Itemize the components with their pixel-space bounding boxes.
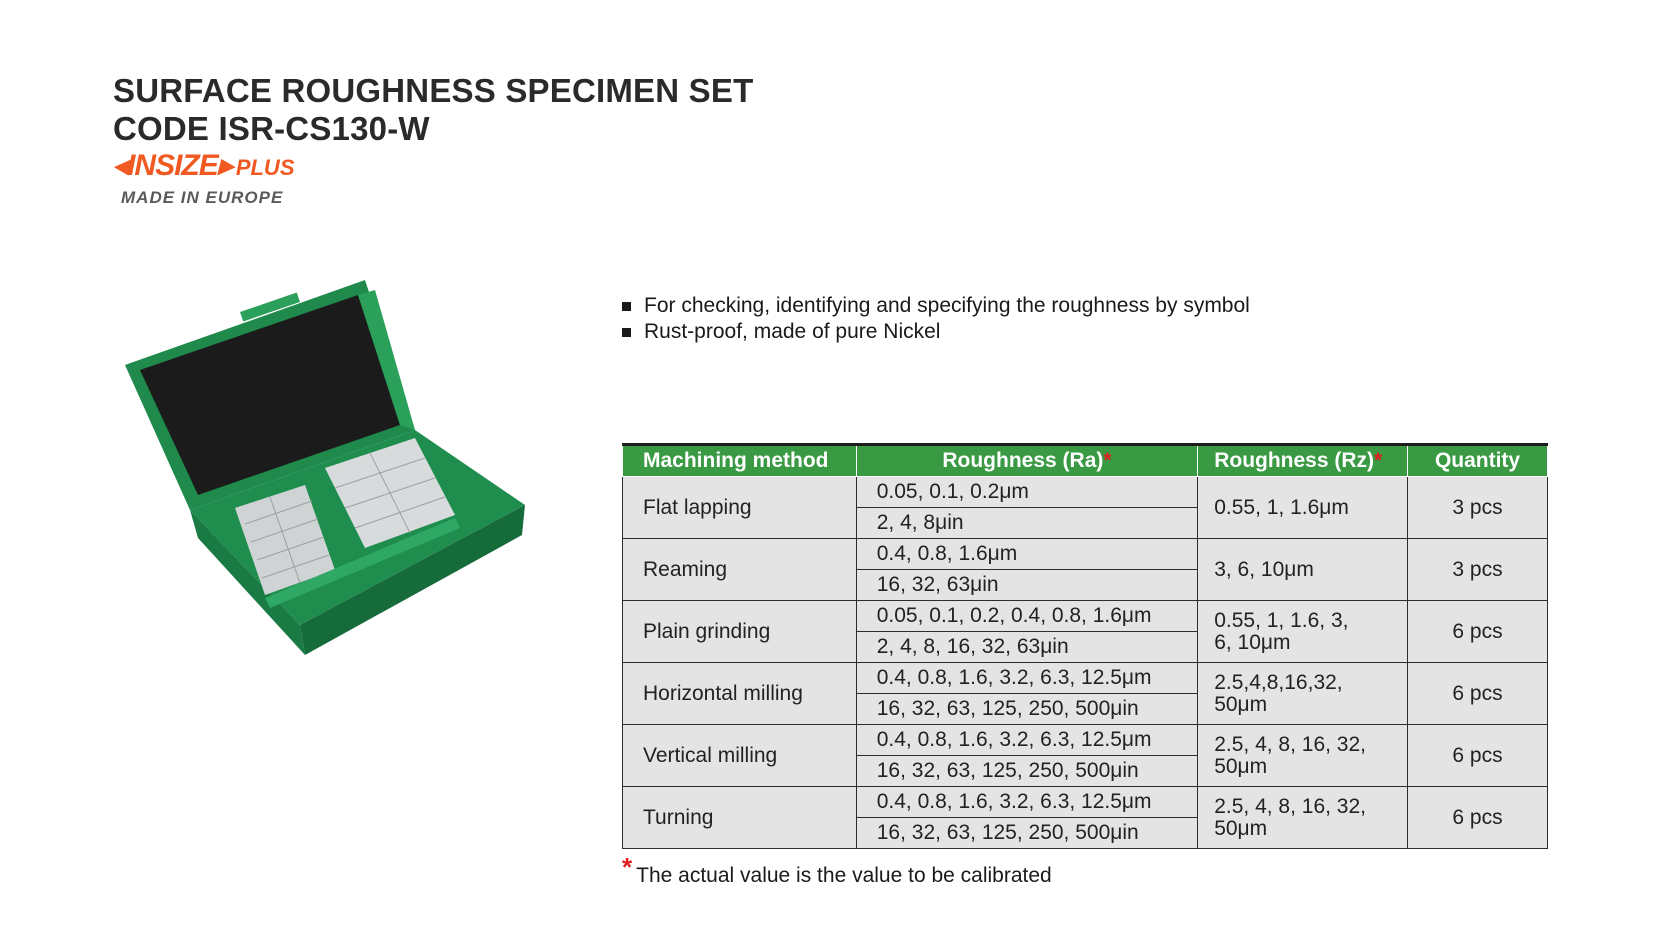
brand-arrow-left-icon: ◂ bbox=[113, 149, 128, 182]
cell-ra-uin: 16, 32, 63, 125, 250, 500μin bbox=[856, 694, 1197, 725]
cell-ra-uin: 16, 32, 63μin bbox=[856, 570, 1197, 601]
header-ra bbox=[856, 445, 1197, 477]
table-row bbox=[623, 725, 1548, 756]
title-line-1: SURFACE ROUGHNESS SPECIMEN SET bbox=[113, 72, 754, 109]
bullet-square-icon bbox=[622, 302, 631, 311]
feature-item bbox=[622, 319, 1250, 345]
cell-qty: 3 pcs bbox=[1408, 539, 1548, 601]
brand-wordmark bbox=[113, 150, 295, 184]
cell-ra-uin: 2, 4, 8, 16, 32, 63μin bbox=[856, 632, 1197, 663]
cell-ra-uin: 2, 4, 8μin bbox=[856, 508, 1197, 539]
brand-logo bbox=[113, 150, 295, 208]
cell-method: Plain grinding bbox=[623, 601, 857, 663]
cell-ra-um: 0.05, 0.1, 0.2, 0.4, 0.8, 1.6μm bbox=[856, 601, 1197, 632]
cell-method: Turning bbox=[623, 787, 857, 849]
cell-rz: 2.5,4,8,16,32, 50μm bbox=[1198, 663, 1408, 725]
table-row bbox=[623, 539, 1548, 570]
header-ra-star: * bbox=[1103, 449, 1112, 472]
cell-ra-um: 0.4, 0.8, 1.6μm bbox=[856, 539, 1197, 570]
feature-text: Rust-proof, made of pure Nickel bbox=[644, 320, 941, 343]
cell-ra-um: 0.05, 0.1, 0.2μm bbox=[856, 477, 1197, 508]
cell-method: Vertical milling bbox=[623, 725, 857, 787]
cell-ra-uin: 16, 32, 63, 125, 250, 500μin bbox=[856, 756, 1197, 787]
brand-suffix: PLUS bbox=[235, 155, 295, 180]
header-rz bbox=[1198, 445, 1408, 477]
table-header-row bbox=[623, 445, 1548, 477]
cell-rz: 2.5, 4, 8, 16, 32, 50μm bbox=[1198, 725, 1408, 787]
table-row bbox=[623, 477, 1548, 508]
cell-ra-um: 0.4, 0.8, 1.6, 3.2, 6.3, 12.5μm bbox=[856, 725, 1197, 756]
cell-qty: 6 pcs bbox=[1408, 787, 1548, 849]
cell-ra-uin: 16, 32, 63, 125, 250, 500μin bbox=[856, 818, 1197, 849]
table-row bbox=[623, 663, 1548, 694]
specimen-case-image bbox=[120, 280, 560, 670]
cell-qty: 6 pcs bbox=[1408, 601, 1548, 663]
header-ra-label: Roughness (Ra) bbox=[942, 449, 1104, 472]
header-rz-star: * bbox=[1374, 449, 1383, 472]
cell-method: Flat lapping bbox=[623, 477, 857, 539]
title-line-2: CODE ISR-CS130-W bbox=[113, 110, 430, 147]
spec-table bbox=[622, 443, 1548, 849]
cell-rz: 0.55, 1, 1.6, 3, 6, 10μm bbox=[1198, 601, 1408, 663]
cell-method: Reaming bbox=[623, 539, 857, 601]
cell-rz: 2.5, 4, 8, 16, 32, 50μm bbox=[1198, 787, 1408, 849]
brand-arrow-right-icon: ▸ bbox=[217, 149, 232, 182]
cell-ra-um: 0.4, 0.8, 1.6, 3.2, 6.3, 12.5μm bbox=[856, 663, 1197, 694]
header-qty: Quantity bbox=[1408, 445, 1548, 477]
feature-list bbox=[622, 293, 1250, 345]
feature-text: For checking, identifying and specifying the roughness by symbol bbox=[644, 294, 1250, 317]
feature-item bbox=[622, 293, 1250, 319]
cell-method: Horizontal milling bbox=[623, 663, 857, 725]
origin-label: MADE IN EUROPE bbox=[121, 188, 284, 207]
cell-rz: 0.55, 1, 1.6μm bbox=[1198, 477, 1408, 539]
page-title bbox=[113, 72, 753, 148]
cell-qty: 6 pcs bbox=[1408, 663, 1548, 725]
footnote-star: * bbox=[622, 852, 633, 882]
header-method: Machining method bbox=[623, 445, 857, 477]
cell-qty: 3 pcs bbox=[1408, 477, 1548, 539]
footnote bbox=[622, 852, 1052, 889]
bullet-square-icon bbox=[622, 328, 631, 337]
table-row bbox=[623, 787, 1548, 818]
brand-name: INSIZE bbox=[127, 149, 218, 182]
footnote-text: The actual value is the value to be calibrated bbox=[636, 864, 1052, 887]
cell-rz: 3, 6, 10μm bbox=[1198, 539, 1408, 601]
cell-ra-um: 0.4, 0.8, 1.6, 3.2, 6.3, 12.5μm bbox=[856, 787, 1197, 818]
cell-qty: 6 pcs bbox=[1408, 725, 1548, 787]
table-row bbox=[623, 601, 1548, 632]
header-rz-label: Roughness (Rz) bbox=[1214, 449, 1375, 472]
